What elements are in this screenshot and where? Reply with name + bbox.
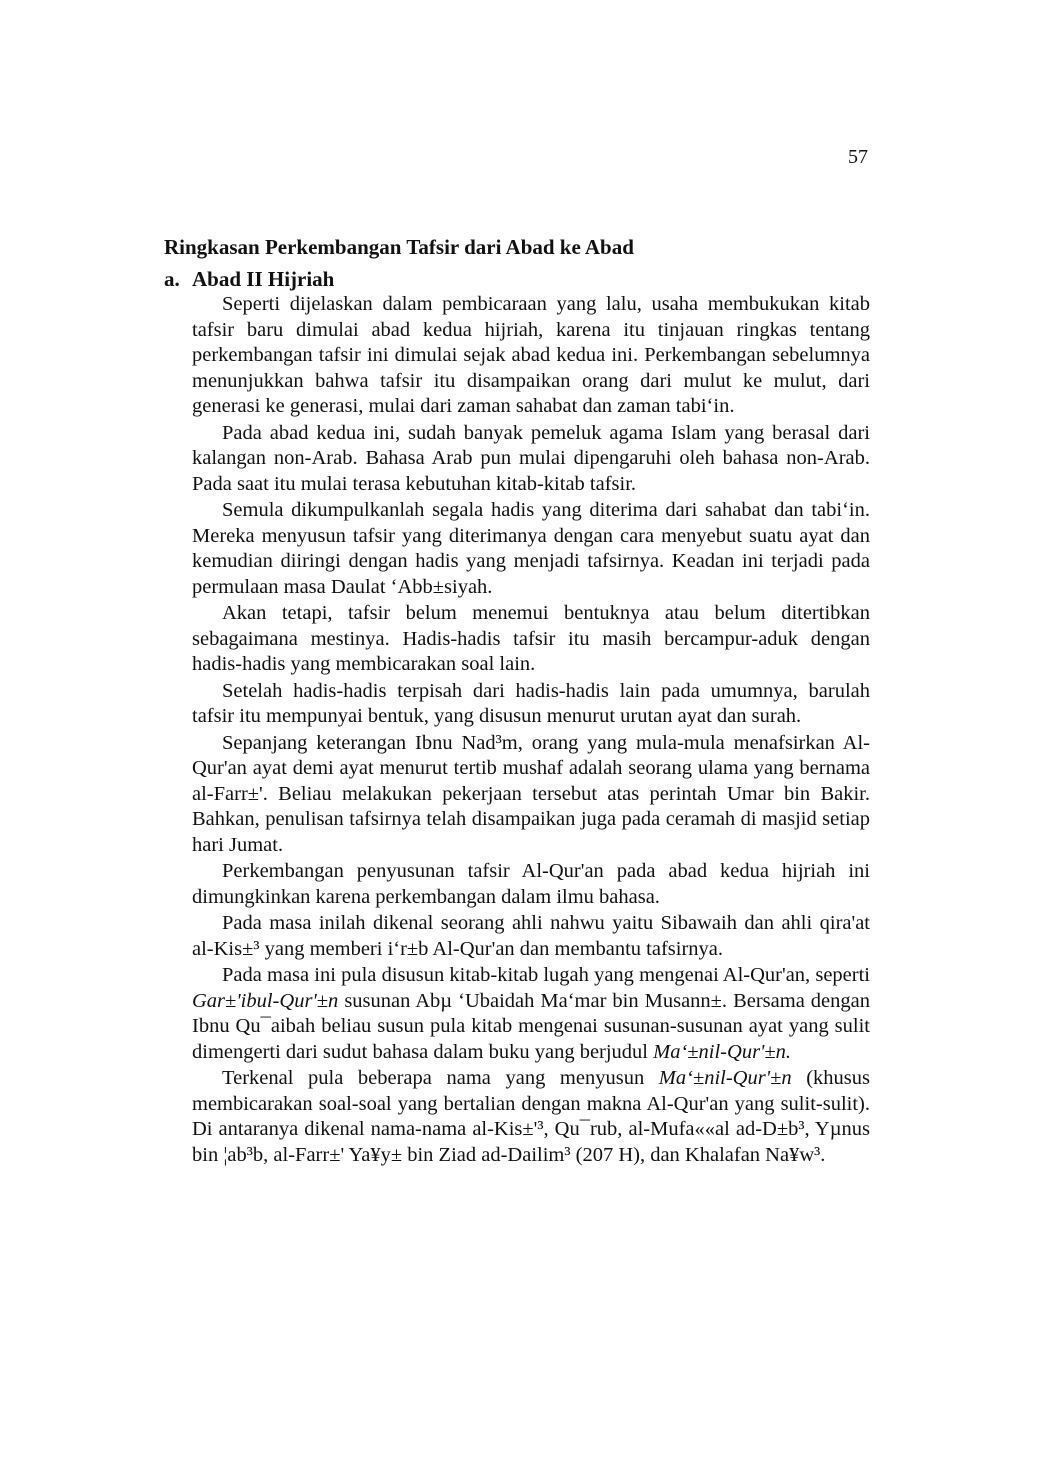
paragraph (192, 911, 870, 962)
paragraph-text: Setelah hadis-hadis terpisah dari hadis-hadis lain pada umumnya, barulah tafsir itu mempunyai bentuk, yang disusun menurut urutan ayat dan surah. (192, 679, 870, 727)
paragraph-text: Terkenal pula beberapa nama yang menyusun (222, 1067, 659, 1089)
paragraph-text: Pada abad kedua ini, sudah banyak pemeluk agama Islam yang berasal dari kalangan non-Arab. Bahasa Arab pun mulai dipengaruhi oleh bahasa non-Arab. Pada saat itu mulai terasa kebutuhan kitab-kitab tafsir. (192, 421, 870, 495)
paragraph (192, 859, 870, 910)
document-title: Ringkasan Perkembangan Tafsir dari Abad ke Abad (164, 235, 634, 259)
section-title: Abad II Hijriah (192, 267, 335, 291)
section-letter: a. (164, 267, 180, 291)
section-body (192, 292, 870, 1168)
document-body (164, 234, 870, 1169)
paragraph-text: Semula dikumpulkanlah segala hadis yang diterima dari sahabat dan tabi‘in. Mereka menyusun tafsir yang diterimanya dengan cara menyebut suatu ayat dan kemudian diiringi dengan hadis yang menjadi tafsirnya. Keadan ini terjadi pada permulaan masa Daulat ‘Abb±siyah. (192, 499, 870, 598)
paragraph-text: Akan tetapi, tafsir belum menemui bentuknya atau belum ditertibkan sebagaimana mestinya. Hadis-hadis tafsir itu masih bercampur-aduk dengan hadis-hadis yang membicarakan soal lain. (192, 602, 870, 675)
paragraph-text: Perkembangan penyusunan tafsir Al-Qur'an pada abad kedua hijriah ini dimungkinkan karena perkembangan dalam ilmu bahasa. (192, 860, 870, 908)
paragraph (192, 1066, 870, 1168)
book-title-italic: Ma‘±nil-Qur'±n (658, 1067, 792, 1089)
paragraph (192, 601, 870, 678)
paragraph-text: Pada masa ini pula disusun kitab-kitab lugah yang mengenai Al-Qur'an, seperti (222, 964, 870, 986)
paragraph-text: susunan Abµ ‘Ubaidah Ma‘mar bin Musann±. Bersama dengan Ibnu Qu¯aibah beliau susun pula kitab mengenai susunan-susunan ayat yang sulit dimengerti dari sudut bahasa dalam buku yang berjudul (192, 989, 870, 1063)
paragraph-text: (khusus membicarakan soal-soal yang bertalian dengan makna Al-Qur'an yang sulit-sulit). Di antaranya dikenal nama-nama al-Kis±'³, Qu¯rub, al-Mufa««al ad-D±b³, Yµnus bin ¦ab³b, al-Farr±' Ya¥y± bin Ziad ad-Dailim³ (207 H), dan Khalafan Na¥w³. (192, 1067, 870, 1166)
paragraph (192, 292, 870, 420)
paragraph (192, 498, 870, 600)
paragraph (192, 679, 870, 730)
paragraph (192, 963, 870, 1065)
paragraph (192, 731, 870, 859)
book-title-italic: Gar±'ibul-Qur'±n (192, 989, 339, 1012)
section-heading (164, 266, 870, 292)
page-number: 57 (848, 146, 868, 168)
paragraph (192, 421, 870, 498)
paragraph-text: Pada masa inilah dikenal seorang ahli nahwu yaitu Sibawaih dan ahli qira'at al-Kis±³ yang memberi i‘r±b Al-Qur'an dan membantu tafsirnya. (192, 912, 870, 960)
paragraph-text: Sepanjang keterangan Ibnu Nad³m, orang yang mula-mula menafsirkan Al-Qur'an ayat demi ayat menurut tertib mushaf adalah seorang ulama yang bernama al-Farr±'. Beliau melakukan pekerjaan tersebut atas perintah Umar bin Bakir. Bahkan, penulisan tafsirnya telah disampaikan juga pada ceramah di masjid setiap hari Jumat. (192, 731, 870, 856)
paragraph-text: Seperti dijelaskan dalam pembicaraan yang lalu, usaha membukukan kitab tafsir baru dimulai abad kedua hijriah, karena itu tinjauan ringkas tentang perkembangan tafsir ini dimulai sejak abad kedua ini. Perkembangan sebelumnya menunjukkan bahwa tafsir itu disampaikan orang dari mulut ke mulut, dari generasi ke generasi, mulai dari zaman sahabat dan zaman tabi‘in. (192, 293, 870, 417)
book-title-italic: Ma‘±nil-Qur'±n. (653, 1040, 792, 1063)
